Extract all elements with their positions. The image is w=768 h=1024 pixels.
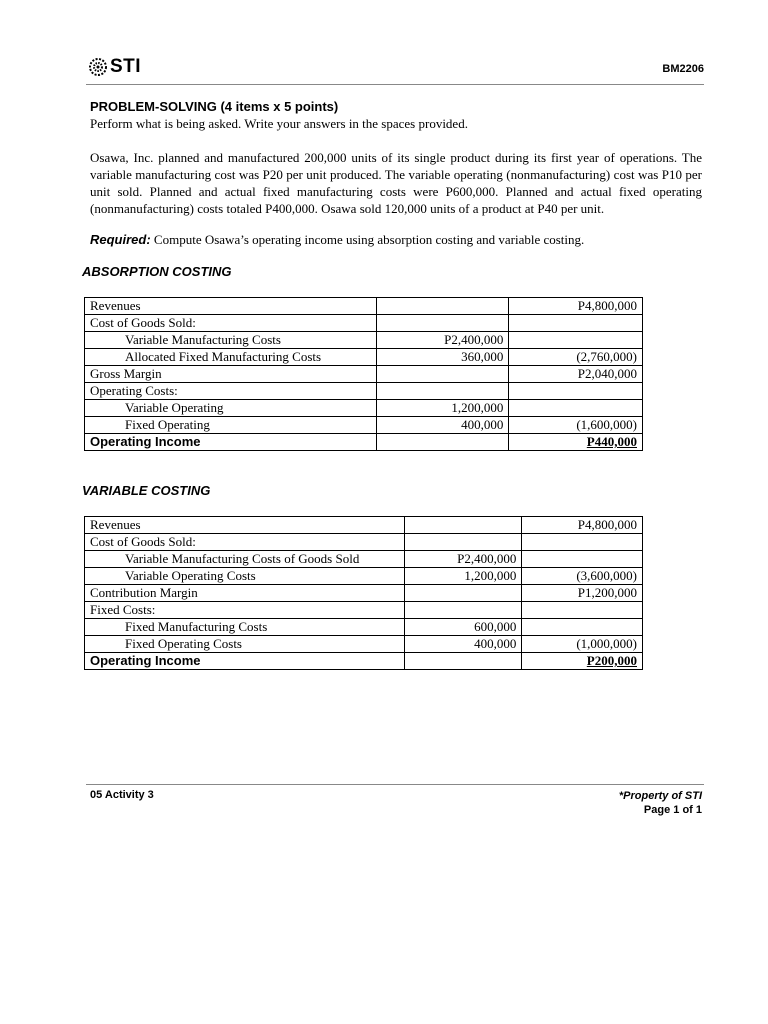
- row-label: Operating Income: [85, 653, 405, 670]
- row-total: (2,760,000): [509, 349, 643, 366]
- table-row: [85, 653, 643, 670]
- table-row: [85, 602, 643, 619]
- table-row: [85, 383, 643, 400]
- row-subtotal: [404, 602, 522, 619]
- row-label: Variable Operating: [85, 400, 377, 417]
- table-row: [85, 349, 643, 366]
- variable-costing-table: [84, 516, 643, 670]
- row-subtotal: 1,200,000: [376, 400, 509, 417]
- instructions: Perform what is being asked. Write your answers in the spaces provided.: [90, 116, 468, 131]
- row-total: [522, 619, 643, 636]
- row-total: (1,000,000): [522, 636, 643, 653]
- row-subtotal: [376, 434, 509, 451]
- row-label: Revenues: [85, 298, 377, 315]
- row-subtotal: 1,200,000: [404, 568, 522, 585]
- row-subtotal: 400,000: [376, 417, 509, 434]
- table-row: [85, 636, 643, 653]
- row-subtotal: [376, 315, 509, 332]
- table-row: [85, 585, 643, 602]
- row-label: Contribution Margin: [85, 585, 405, 602]
- row-label: Fixed Costs:: [85, 602, 405, 619]
- logo-text: STI: [110, 56, 142, 77]
- table-row: [85, 517, 643, 534]
- footer-activity: 05 Activity 3: [90, 789, 154, 801]
- problem-text: Osawa, Inc. planned and manufactured 200,000 units of its single product during its first year of operations. The variable manufacturing cost was P20 per unit produced. The variable operating (nonmanufacturing) cost was P10 per unit sold. Planned and actual fixed manufacturing costs were P600,000. Planned and actual fixed operating (nonmanufacturing) costs totaled P400,000. Osawa sold 120,000 units of a product at P40 per unit.: [90, 150, 702, 216]
- table-row: [85, 434, 643, 451]
- row-label: Operating Income: [85, 434, 377, 451]
- table-row: [85, 400, 643, 417]
- footer-divider: [86, 784, 704, 785]
- required-text: Compute Osawa’s operating income using absorption costing and variable costing.: [150, 232, 585, 247]
- row-total: (3,600,000): [522, 568, 643, 585]
- document-code: BM2206: [662, 63, 704, 75]
- page-title: PROBLEM-SOLVING (4 items x 5 points): [90, 99, 339, 114]
- required-statement: [90, 232, 584, 248]
- row-total: P1,200,000: [522, 585, 643, 602]
- row-label: Revenues: [85, 517, 405, 534]
- row-total: [509, 400, 643, 417]
- variable-title: VARIABLE COSTING: [82, 483, 211, 498]
- table-row: [85, 417, 643, 434]
- required-label: Required:: [90, 232, 151, 247]
- row-total: [522, 534, 643, 551]
- row-total: [509, 315, 643, 332]
- row-total: P4,800,000: [509, 298, 643, 315]
- row-subtotal: 360,000: [376, 349, 509, 366]
- row-subtotal: [376, 298, 509, 315]
- table-row: [85, 551, 643, 568]
- row-total: [509, 383, 643, 400]
- row-label: Variable Operating Costs: [85, 568, 405, 585]
- table-row: [85, 366, 643, 383]
- row-subtotal: 600,000: [404, 619, 522, 636]
- row-total: P4,800,000: [522, 517, 643, 534]
- row-total: P440,000: [509, 434, 643, 451]
- absorption-costing-table: [84, 297, 643, 451]
- row-subtotal: [404, 534, 522, 551]
- row-subtotal: [404, 653, 522, 670]
- table-row: [85, 332, 643, 349]
- row-label: Cost of Goods Sold:: [85, 315, 377, 332]
- absorption-title: ABSORPTION COSTING: [82, 264, 232, 279]
- row-label: Fixed Operating: [85, 417, 377, 434]
- row-label: Variable Manufacturing Costs of Goods Sold: [85, 551, 405, 568]
- row-label: Fixed Operating Costs: [85, 636, 405, 653]
- row-total: (1,600,000): [509, 417, 643, 434]
- sti-logo: [88, 56, 141, 78]
- row-total: [509, 332, 643, 349]
- row-subtotal: [376, 383, 509, 400]
- row-subtotal: [376, 366, 509, 383]
- row-label: Variable Manufacturing Costs: [85, 332, 377, 349]
- row-label: Operating Costs:: [85, 383, 377, 400]
- row-subtotal: 400,000: [404, 636, 522, 653]
- page-header: [88, 56, 704, 82]
- footer-page-number: Page 1 of 1: [643, 804, 702, 816]
- table-row: [85, 534, 643, 551]
- row-label: Cost of Goods Sold:: [85, 534, 405, 551]
- table-row: [85, 315, 643, 332]
- footer-property: *Property of STI: [618, 790, 702, 802]
- table-row: [85, 298, 643, 315]
- footer-right: [619, 789, 702, 817]
- table-row: [85, 568, 643, 585]
- row-total: [522, 551, 643, 568]
- row-label: Allocated Fixed Manufacturing Costs: [85, 349, 377, 366]
- row-subtotal: P2,400,000: [404, 551, 522, 568]
- row-subtotal: [404, 517, 522, 534]
- sti-globe-icon: [88, 57, 108, 77]
- row-total: P2,040,000: [509, 366, 643, 383]
- row-label: Fixed Manufacturing Costs: [85, 619, 405, 636]
- row-subtotal: [404, 585, 522, 602]
- row-total: P200,000: [522, 653, 643, 670]
- row-subtotal: P2,400,000: [376, 332, 509, 349]
- table-row: [85, 619, 643, 636]
- row-label: Gross Margin: [85, 366, 377, 383]
- header-divider: [86, 84, 704, 85]
- row-total: [522, 602, 643, 619]
